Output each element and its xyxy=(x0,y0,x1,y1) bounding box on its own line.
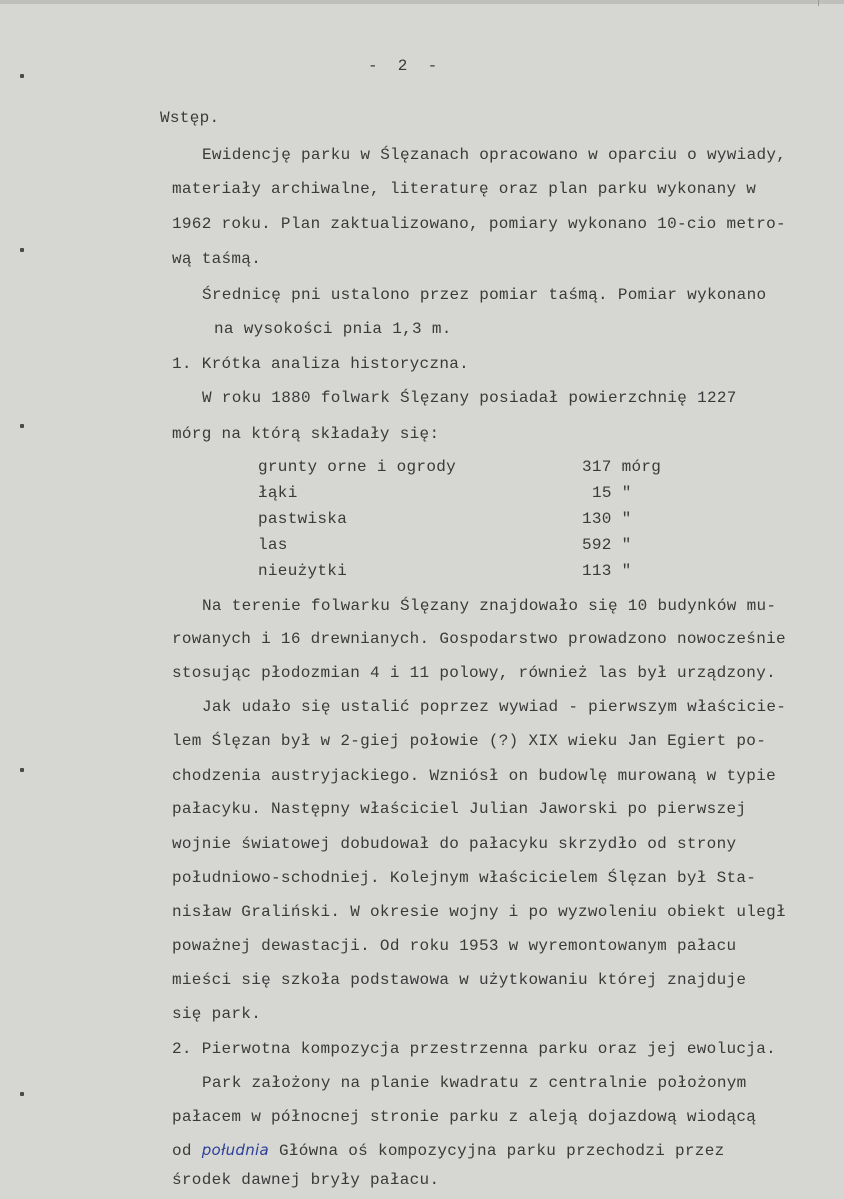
text-line: wojnie światowej dobudował do pałacyku skrzydło od strony xyxy=(172,835,737,853)
text-line: 1962 roku. Plan zaktualizowano, pomiary wykonano 10-cio metro- xyxy=(172,215,786,233)
table-cell-value: 15 " xyxy=(592,484,632,502)
text-line: na wysokości pnia 1,3 m. xyxy=(214,320,452,338)
text-line: Jak udało się ustalić poprzez wywiad - pierwszym właściciе- xyxy=(202,698,787,716)
table-cell-value: 317 mórg xyxy=(582,458,662,476)
text-line: lem Ślęzan był w 2-giej połowie (?) XIX wieku Jan Egiert po- xyxy=(172,732,767,750)
margin-mark xyxy=(20,74,24,78)
text-line: Na terenie folwarku Ślęzany znajdowało się 10 budynków mu- xyxy=(202,597,777,615)
text-line: rowanych i 16 drewnianych. Gospodarstwo prowadzono nowocześnie xyxy=(172,630,786,648)
text-line: środek dawnej bryły pałacu. xyxy=(172,1171,440,1189)
text-line xyxy=(172,1140,725,1160)
margin-mark xyxy=(20,248,24,252)
table-cell-value: 592 " xyxy=(582,536,632,554)
text-line: Ewidencję parku w Ślęzanach opracowano w oparciu o wywiady, xyxy=(202,146,787,164)
section-heading: 2. Pierwotna kompozycja przestrzenna parku oraz jej ewolucja. xyxy=(172,1040,776,1058)
table-cell-name: las xyxy=(258,536,288,554)
text-line: poważnej dewastacji. Od roku 1953 w wyremontowanym pałacu xyxy=(172,937,737,955)
margin-mark xyxy=(20,768,24,772)
text-fragment: od xyxy=(172,1142,192,1160)
margin-mark xyxy=(20,424,24,428)
page-number: - 2 - xyxy=(368,57,438,75)
text-line: się park. xyxy=(172,1005,262,1023)
margin-mark xyxy=(20,1092,24,1096)
table-cell-name: łąki xyxy=(258,484,298,502)
table-cell-name: grunty orne i ogrody xyxy=(258,458,457,476)
text-line: stosując płodozmian 4 i 11 polowy, również las był urządzony. xyxy=(172,664,776,682)
table-cell-value: 130 " xyxy=(582,510,632,528)
text-line: mieści się szkoła podstawowa w użytkowaniu której znajduje xyxy=(172,971,747,989)
text-line: wą taśmą. xyxy=(172,250,262,268)
handwritten-annotation: południa xyxy=(201,1141,270,1159)
text-line: nisław Graliński. W okresie wojny i po wyzwoleniu obiekt uległ xyxy=(172,903,786,921)
text-line: chodzenia austryjackiego. Wzniósł on budowlę murowaną w typie xyxy=(172,767,776,785)
corner-tick xyxy=(818,0,835,6)
table-cell-value: 113 " xyxy=(582,562,632,580)
section-heading: 1. Krótka analiza historyczna. xyxy=(172,355,470,373)
text-line: mórg na którą składały się: xyxy=(172,425,440,443)
text-line: W roku 1880 folwark Ślęzany posiadał powierzchnię 1227 xyxy=(202,389,737,407)
table-cell-name: pastwiska xyxy=(258,510,348,528)
table-cell-name: nieużytki xyxy=(258,562,348,580)
text-line: Średnicę pni ustalono przez pomiar taśmą. Pomiar wykonano xyxy=(202,286,767,304)
text-line: południowo-schodniej. Kolejnym właścicielem Ślęzan był Sta- xyxy=(172,869,757,887)
text-line: materiały archiwalne, literaturę oraz plan parku wykonany w xyxy=(172,180,757,198)
text-fragment: Główna oś kompozycyjna parku przechodzi przez xyxy=(278,1142,725,1160)
text-line: pałacem w północnej stronie parku z aleją dojazdową wiodącą xyxy=(172,1108,757,1126)
section-heading: Wstęp. xyxy=(160,109,220,127)
text-line: Park założony na planie kwadratu z centralnie położonym xyxy=(202,1074,747,1092)
page-top-edge xyxy=(0,0,844,4)
text-line: pałacyku. Następny właściciel Julian Jaworski po pierwszej xyxy=(172,800,747,818)
